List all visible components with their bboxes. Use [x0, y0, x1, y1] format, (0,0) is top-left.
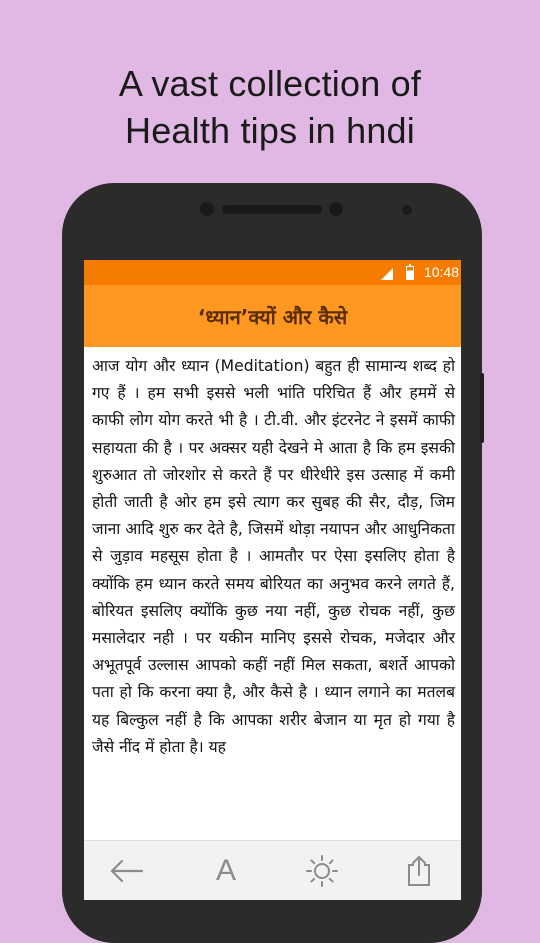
share-button[interactable]: [395, 849, 443, 893]
promo-line-2: Health tips in hndi: [125, 110, 415, 151]
signal-icon: [381, 268, 393, 280]
sensor-icon: [200, 202, 214, 216]
app-screen: [84, 260, 461, 900]
battery-icon: [406, 266, 414, 280]
status-bar: [84, 260, 461, 285]
article-title: ‘ध्यान’क्यों और कैसे: [197, 304, 348, 329]
font-icon: A: [215, 854, 236, 887]
power-button: [480, 373, 484, 443]
promo-line-1: A vast collection of: [118, 63, 422, 104]
promo-headline: [0, 60, 540, 154]
reader-toolbar: [84, 840, 461, 900]
proximity-sensor-icon: [402, 205, 412, 215]
sun-icon: [305, 854, 339, 888]
article-title-bar: [84, 285, 461, 347]
front-camera-icon: [329, 202, 343, 216]
brightness-button[interactable]: [298, 849, 346, 893]
share-icon: [406, 855, 432, 887]
back-button[interactable]: [103, 849, 151, 893]
speaker-grille: [222, 205, 322, 214]
font-size-button[interactable]: [202, 849, 250, 893]
article-body[interactable]: आज योग और ध्यान (Meditation) बहुत ही सामान्य शब्द हो गए हैं । हम सभी इससे भली भांति परिचित हैं और हममें से काफी लोग योग करते भी है । टी.वी. और इंटरनेट ने इसमें काफी सहायता की है । पर अक्सर यही देखने मे आता है कि हम इसकी शुरुआत तो जोरशोर से करते हैं पर धीरेधीरे इस उत्साह में कमी होती जाती है ओर हम इसे त्याग कर सुबह की सैर, दौड़, जिम जाना आदि शुरु कर देते है, जिसमें थोड़ा नयापन और आधुनिकता से जुड़ाव महसूस होता है । आमतौर पर ऐसा इसलिए होता है क्योंकि हम ध्यान करते समय बोरियत का अनुभव करने लगते हैं, बोरियत इसलिए क्योंकि कुछ नया नहीं, कुछ रोचक नहीं, कुछ मसालेदार नही । पर यकीन मानिए इससे रोचक, मजेदार और अभूतपूर्व उल्लास आपको कहीं नहीं मिल सकता, बशर्ते आपको पता हो कि करना क्या है, और कैसे है । ध्यान लगाने का मतलब यह बिल्कुल नहीं है कि आपका शरीर बेजान या मृत हो गया है जैसे नींद में होता है। यह: [92, 357, 455, 756]
arrow-left-icon: [110, 859, 144, 883]
status-time: 10:48: [423, 264, 459, 280]
